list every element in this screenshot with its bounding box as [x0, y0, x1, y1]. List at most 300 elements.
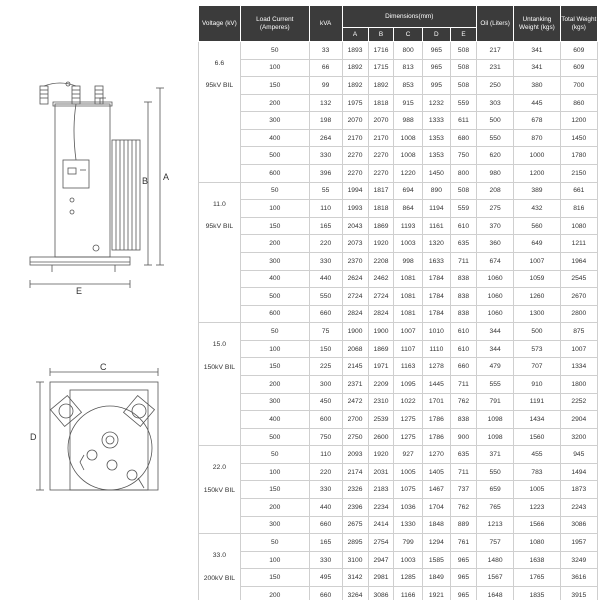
bil-rating: 95kV BIL [205, 223, 234, 231]
table-cell: 2824 [368, 305, 394, 323]
table-cell: 165 [309, 217, 342, 235]
table-cell: 1191 [514, 393, 560, 411]
table-cell: 659 [476, 481, 513, 499]
table-cell: 2170 [368, 129, 394, 147]
table-cell: 110 [309, 446, 342, 464]
table-row [199, 94, 598, 112]
table-row [199, 499, 598, 517]
table-cell: 303 [476, 94, 513, 112]
table-cell: 1892 [368, 77, 394, 95]
table-cell: 707 [514, 358, 560, 376]
table-cell: 100 [240, 59, 309, 77]
table-cell: 660 [309, 516, 342, 534]
table-cell: 995 [422, 77, 450, 95]
table-cell: 1848 [422, 516, 450, 534]
header-dim-d: D [422, 28, 450, 42]
table-cell: 660 [309, 305, 342, 323]
table-cell: 1445 [422, 375, 450, 393]
table-header [199, 6, 598, 42]
table-row [199, 270, 598, 288]
table-cell: 2371 [342, 375, 368, 393]
table-row [199, 200, 598, 218]
table-cell: 1921 [422, 586, 450, 600]
table-cell: 1975 [342, 94, 368, 112]
table-cell: 2700 [342, 411, 368, 429]
table-cell: 300 [240, 393, 309, 411]
table-cell: 889 [450, 516, 476, 534]
table-cell: 2270 [342, 147, 368, 165]
table-cell: 1320 [422, 235, 450, 253]
table-cell: 1818 [368, 200, 394, 218]
table-row [199, 217, 598, 235]
table-cell: 1920 [368, 446, 394, 464]
table-cell: 800 [450, 165, 476, 183]
header-dim-a: A [342, 28, 368, 42]
table-cell: 1780 [560, 147, 597, 165]
table-cell: 1081 [394, 288, 422, 306]
table-cell: 550 [309, 288, 342, 306]
table-row [199, 112, 598, 130]
table-cell: 1560 [514, 428, 560, 446]
table-cell: 3086 [368, 586, 394, 600]
table-cell: 50 [240, 323, 309, 341]
table-cell: 3264 [342, 586, 368, 600]
table-cell: 661 [560, 182, 597, 200]
table-cell: 380 [514, 77, 560, 95]
radiator-fins [112, 140, 140, 250]
table-cell: 1161 [422, 217, 450, 235]
table-cell: 150 [240, 77, 309, 95]
table-cell: 1005 [394, 463, 422, 481]
table-cell: 711 [450, 463, 476, 481]
table-cell: 2150 [560, 165, 597, 183]
table-cell: 1300 [514, 305, 560, 323]
table-cell: 1007 [560, 340, 597, 358]
table-cell: 1849 [422, 569, 450, 587]
table-cell: 50 [240, 446, 309, 464]
table-cell: 2750 [342, 428, 368, 446]
table-cell: 1000 [514, 147, 560, 165]
table-cell: 1494 [560, 463, 597, 481]
table-cell: 1993 [342, 200, 368, 218]
table-cell: 508 [450, 42, 476, 60]
table-cell: 66 [309, 59, 342, 77]
table-cell: 611 [450, 112, 476, 130]
table-cell: 2396 [342, 499, 368, 517]
table-cell: 389 [514, 182, 560, 200]
table-row [199, 551, 598, 569]
table-cell: 1098 [476, 411, 513, 429]
dim-label-d: D [30, 432, 37, 442]
table-cell: 100 [240, 340, 309, 358]
table-cell: 432 [514, 200, 560, 218]
table-cell: 2539 [368, 411, 394, 429]
table-cell: 1701 [422, 393, 450, 411]
table-cell: 1166 [394, 586, 422, 600]
tank-base [30, 257, 130, 265]
table-cell: 110 [309, 200, 342, 218]
table-cell: 1334 [560, 358, 597, 376]
table-cell: 2183 [368, 481, 394, 499]
table-cell: 99 [309, 77, 342, 95]
table-cell: 838 [450, 411, 476, 429]
table-cell: 1007 [394, 323, 422, 341]
table-cell: 55 [309, 182, 342, 200]
table-cell: 400 [240, 270, 309, 288]
table-cell: 500 [514, 323, 560, 341]
table-cell: 1353 [422, 129, 450, 147]
table-row [199, 586, 598, 600]
table-cell: 150 [240, 217, 309, 235]
table-cell: 2093 [342, 446, 368, 464]
table-cell: 1784 [422, 305, 450, 323]
table-cell: 330 [309, 481, 342, 499]
voltage-cell [199, 446, 241, 534]
table-cell: 1007 [514, 252, 560, 270]
table-cell: 150 [240, 569, 309, 587]
table-cell: 1193 [394, 217, 422, 235]
table-cell: 791 [476, 393, 513, 411]
hv-bushings [40, 86, 103, 104]
table-cell: 2370 [342, 252, 368, 270]
table-cell: 965 [422, 59, 450, 77]
table-cell: 915 [394, 94, 422, 112]
table-cell: 550 [476, 129, 513, 147]
table-cell: 1220 [394, 165, 422, 183]
table-cell: 674 [476, 252, 513, 270]
table-cell: 838 [450, 270, 476, 288]
voltage-value: 33.0 [212, 552, 227, 560]
table-cell: 2073 [342, 235, 368, 253]
table-cell: 1060 [476, 305, 513, 323]
table-cell: 330 [309, 147, 342, 165]
table-cell: 300 [309, 375, 342, 393]
table-cell: 860 [560, 94, 597, 112]
table-cell: 50 [240, 182, 309, 200]
table-cell: 1892 [342, 59, 368, 77]
table-cell: 2243 [560, 499, 597, 517]
table-row [199, 323, 598, 341]
table-cell: 765 [476, 499, 513, 517]
table-cell: 910 [514, 375, 560, 393]
table-cell: 1005 [514, 481, 560, 499]
table-cell: 1022 [394, 393, 422, 411]
table-cell: 75 [309, 323, 342, 341]
table-cell: 2043 [342, 217, 368, 235]
table-cell: 1200 [514, 165, 560, 183]
table-cell: 1893 [342, 42, 368, 60]
table-cell: 750 [309, 428, 342, 446]
table-cell: 965 [422, 42, 450, 60]
table-cell: 1008 [394, 147, 422, 165]
table-cell: 864 [394, 200, 422, 218]
table-cell: 1786 [422, 428, 450, 446]
table-cell: 2270 [368, 147, 394, 165]
header-untanking-weight: Untanking Weight (kgs) [514, 6, 560, 42]
table-cell: 620 [476, 147, 513, 165]
table-cell: 678 [514, 112, 560, 130]
table-cell: 100 [240, 551, 309, 569]
dim-label-e: E [76, 286, 83, 296]
table-cell: 2326 [342, 481, 368, 499]
table-cell: 761 [450, 534, 476, 552]
table-row [199, 129, 598, 147]
header-total-weight: Total Weight (kgs) [560, 6, 597, 42]
table-cell: 560 [514, 217, 560, 235]
table-cell: 2414 [368, 516, 394, 534]
table-cell: 2462 [368, 270, 394, 288]
table-cell: 1098 [476, 428, 513, 446]
table-cell: 200 [240, 499, 309, 517]
table-cell: 200 [240, 235, 309, 253]
table-row [199, 516, 598, 534]
table-cell: 1353 [422, 147, 450, 165]
dim-label-a: A [163, 172, 170, 182]
table-cell: 2624 [342, 270, 368, 288]
table-cell: 649 [514, 235, 560, 253]
header-dim-c: C [394, 28, 422, 42]
table-cell: 1450 [560, 129, 597, 147]
table-cell: 2675 [342, 516, 368, 534]
voltage-value: 11.0 [213, 200, 226, 208]
table-cell: 635 [450, 446, 476, 464]
table-cell: 1095 [394, 375, 422, 393]
table-cell: 1585 [422, 551, 450, 569]
table-row [199, 358, 598, 376]
table-cell: 870 [514, 129, 560, 147]
table-cell: 900 [450, 428, 476, 446]
voltage-cell [199, 323, 241, 446]
table-cell: 2545 [560, 270, 597, 288]
table-row [199, 165, 598, 183]
table-cell: 762 [450, 499, 476, 517]
table-cell: 208 [476, 182, 513, 200]
table-cell: 610 [450, 340, 476, 358]
voltage-cell [199, 182, 241, 323]
table-cell: 479 [476, 358, 513, 376]
table-cell: 50 [240, 534, 309, 552]
table-cell: 1869 [368, 217, 394, 235]
table-cell: 1900 [368, 323, 394, 341]
table-cell: 965 [450, 586, 476, 600]
table-cell: 1211 [560, 235, 597, 253]
table-cell: 1060 [476, 288, 513, 306]
table-cell: 762 [450, 393, 476, 411]
table-row [199, 411, 598, 429]
table-cell: 988 [394, 112, 422, 130]
table-cell: 853 [394, 77, 422, 95]
dim-label-c: C [100, 362, 107, 372]
table-cell: 1003 [394, 551, 422, 569]
voltage-value: 15.0 [212, 341, 227, 349]
table-cell: 150 [240, 481, 309, 499]
table-cell: 3249 [560, 551, 597, 569]
table-cell: 1567 [476, 569, 513, 587]
table-cell: 998 [394, 252, 422, 270]
table-cell: 33 [309, 42, 342, 60]
table-cell: 1994 [342, 182, 368, 200]
spec-table [198, 5, 598, 600]
table-cell: 500 [476, 112, 513, 130]
table-cell: 132 [309, 94, 342, 112]
table-cell: 1784 [422, 270, 450, 288]
table-cell: 1275 [394, 428, 422, 446]
table-cell: 198 [309, 112, 342, 130]
table-row [199, 235, 598, 253]
table-cell: 2472 [342, 393, 368, 411]
table-cell: 1270 [422, 446, 450, 464]
table-cell: 890 [422, 182, 450, 200]
table-cell: 980 [476, 165, 513, 183]
table-cell: 573 [514, 340, 560, 358]
table-cell: 371 [476, 446, 513, 464]
table-cell: 2947 [368, 551, 394, 569]
bil-rating: 200kV BIL [203, 574, 236, 582]
table-cell: 1450 [422, 165, 450, 183]
table-cell: 341 [514, 59, 560, 77]
header-oil: Oil (Liters) [476, 6, 513, 42]
table-row [199, 288, 598, 306]
table-cell: 2208 [368, 252, 394, 270]
table-cell: 1971 [368, 358, 394, 376]
table-cell: 1285 [394, 569, 422, 587]
table-cell: 396 [309, 165, 342, 183]
table-cell: 100 [240, 463, 309, 481]
voltage-value: 6.6 [214, 60, 225, 67]
table-cell: 1059 [514, 270, 560, 288]
table-cell: 2270 [342, 165, 368, 183]
table-row [199, 77, 598, 95]
table-cell: 3100 [342, 551, 368, 569]
table-row [199, 59, 598, 77]
table-cell: 600 [240, 305, 309, 323]
table-cell: 1060 [476, 270, 513, 288]
table-cell: 450 [309, 393, 342, 411]
table-cell: 1275 [394, 411, 422, 429]
table-cell: 200 [240, 586, 309, 600]
table-cell: 2174 [342, 463, 368, 481]
table-row [199, 446, 598, 464]
table-cell: 2895 [342, 534, 368, 552]
table-cell: 3915 [560, 586, 597, 600]
table-cell: 757 [476, 534, 513, 552]
table-cell: 3200 [560, 428, 597, 446]
table-cell: 1900 [342, 323, 368, 341]
table-cell: 694 [394, 182, 422, 200]
table-cell: 217 [476, 42, 513, 60]
table-cell: 600 [309, 411, 342, 429]
table-cell: 927 [394, 446, 422, 464]
table-cell: 700 [560, 77, 597, 95]
table-cell: 330 [309, 551, 342, 569]
table-cell: 440 [309, 270, 342, 288]
table-cell: 1835 [514, 586, 560, 600]
table-cell: 1081 [394, 305, 422, 323]
table-cell: 500 [240, 147, 309, 165]
table-row [199, 393, 598, 411]
table-cell: 609 [560, 59, 597, 77]
table-cell: 711 [450, 252, 476, 270]
voltage-value: 22.0 [212, 464, 227, 472]
table-cell: 1223 [514, 499, 560, 517]
table-cell: 1110 [422, 340, 450, 358]
table-cell: 3142 [342, 569, 368, 587]
table-cell: 1633 [422, 252, 450, 270]
bil-rating: 150kV BIL [203, 363, 236, 371]
table-cell: 2068 [342, 340, 368, 358]
table-cell: 2904 [560, 411, 597, 429]
table-cell: 1480 [476, 551, 513, 569]
table-cell: 100 [240, 200, 309, 218]
table-cell: 1892 [342, 77, 368, 95]
table-cell: 360 [476, 235, 513, 253]
header-load-current: Load Current (Amperes) [240, 6, 309, 42]
table-cell: 680 [450, 129, 476, 147]
table-cell: 1294 [422, 534, 450, 552]
table-cell: 945 [560, 446, 597, 464]
bil-rating: 150kV BIL [203, 486, 236, 494]
table-cell: 50 [240, 42, 309, 60]
table-cell: 559 [450, 200, 476, 218]
table-cell: 610 [450, 217, 476, 235]
table-cell: 400 [240, 129, 309, 147]
table-row [199, 252, 598, 270]
voltage-cell [199, 42, 241, 183]
table-cell: 1957 [560, 534, 597, 552]
table-cell: 2600 [368, 428, 394, 446]
table-cell: 555 [476, 375, 513, 393]
table-cell: 1036 [394, 499, 422, 517]
table-cell: 370 [476, 217, 513, 235]
table-row [199, 428, 598, 446]
table-cell: 300 [240, 252, 309, 270]
table-row [199, 340, 598, 358]
table-cell: 1278 [422, 358, 450, 376]
table-cell: 2234 [368, 499, 394, 517]
table-cell: 737 [450, 481, 476, 499]
table-cell: 1648 [476, 586, 513, 600]
table-cell: 300 [240, 112, 309, 130]
table-cell: 750 [450, 147, 476, 165]
table-cell: 1213 [476, 516, 513, 534]
header-dimensions: Dimensions(mm) [342, 6, 476, 28]
table-cell: 1080 [514, 534, 560, 552]
table-cell: 550 [476, 463, 513, 481]
table-cell: 2724 [368, 288, 394, 306]
table-cell: 559 [450, 94, 476, 112]
table-cell: 220 [309, 235, 342, 253]
table-row [199, 42, 598, 60]
table-cell: 150 [240, 358, 309, 376]
table-cell: 816 [560, 200, 597, 218]
header-dim-e: E [450, 28, 476, 42]
table-row [199, 147, 598, 165]
table-cell: 300 [240, 516, 309, 534]
table-cell: 838 [450, 305, 476, 323]
table-cell: 2070 [342, 112, 368, 130]
table-cell: 2270 [368, 165, 394, 183]
table-body [199, 42, 598, 600]
table-cell: 1920 [368, 235, 394, 253]
table-cell: 965 [450, 551, 476, 569]
table-cell: 1873 [560, 481, 597, 499]
voltage-cell [199, 534, 241, 600]
table-cell: 800 [394, 42, 422, 60]
table-cell: 660 [450, 358, 476, 376]
table-cell: 225 [309, 358, 342, 376]
table-cell: 2724 [342, 288, 368, 306]
table-cell: 344 [476, 340, 513, 358]
